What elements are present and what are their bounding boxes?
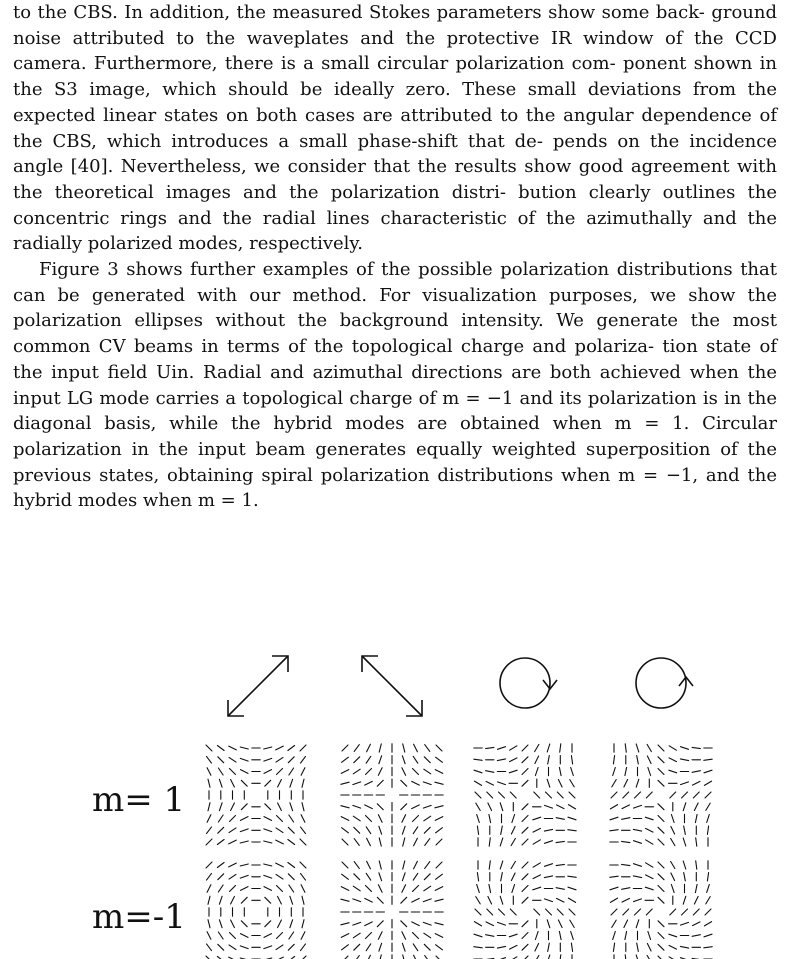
p2-line: the polarization ellipses without the background intensity. We generate the	[13, 284, 777, 332]
p2-line: when m = 1. Circular polarization in the input beam generates equally	[13, 413, 777, 460]
p2-line: tion state of the input field Uin. Radial and azimuthal directions are both	[13, 336, 777, 383]
polarization-map-m1-col4	[610, 744, 712, 846]
p2-line: Figure 3 shows further examples of the possible polarization distributions	[39, 259, 733, 281]
p1-line: show good agreement with the theoretical images and the polarization distri-	[13, 156, 777, 203]
p2-line: most common CV beams in terms of the topological charge and polariza-	[13, 310, 777, 358]
p1-line: deviations from the expected linear states on both cases are attributed to the	[13, 79, 777, 126]
p1-line: the CCD camera. Furthermore, there is a small circular polarization com-	[13, 27, 777, 75]
diagonal-arrow-icon	[228, 656, 288, 716]
p1-line: bution clearly outlines the concentric rings and the radial lines characteristic	[13, 181, 777, 229]
polarization-map-m-1-col2	[341, 861, 443, 959]
polarization-map-m1-col3	[474, 744, 576, 846]
p1-line: ground noise attributed to the waveplates and the protective IR window of	[13, 2, 777, 49]
p1-line: angular dependence of the CBS, which introduces a small phase-shift that de-	[13, 104, 778, 152]
circular-right-icon	[500, 658, 557, 708]
p2-line: its polarization is in the diagonal basis, while the hybrid modes are obtained	[13, 387, 777, 435]
row-label-m-1: m=-1	[92, 897, 186, 937]
polarization-map-m1-col1	[206, 745, 306, 845]
antidiagonal-arrow-icon	[362, 656, 422, 716]
polarization-map-m-1-col3	[474, 861, 576, 959]
p2-line: that can be generated with our method. For visualization purposes, we show	[13, 259, 777, 306]
paragraph-2	[13, 257, 777, 514]
row-label-m1: m= 1	[92, 780, 186, 820]
p2-line: distributions when m = −1, and the hybrid modes when m = 1.	[13, 464, 777, 512]
polarization-map-m-1-col1	[206, 862, 306, 959]
paragraph-1	[13, 0, 777, 257]
p1-line: ponent shown in the S3 image, which should be ideally zero. These small	[13, 53, 778, 101]
polarization-map-m-1-col4	[610, 861, 712, 959]
polarization-fields	[206, 744, 712, 959]
p2-line: weighted superposition of the previous states, obtaining spiral polarization	[13, 438, 777, 486]
circular-left-icon	[636, 658, 693, 708]
polarization-map-m1-col2	[341, 744, 443, 846]
polarization-figure	[0, 640, 790, 959]
p1-line: pends on the incidence angle [40]. Nevertheless, we consider that the results	[13, 130, 777, 178]
p1-line: of the azimuthally and the radially polarized modes, respectively.	[13, 207, 778, 255]
p2-line: achieved when the input LG mode carries a topological charge of m = −1 and	[13, 361, 777, 409]
p1-line: to the CBS. In addition, the measured Stokes parameters show some back-	[13, 2, 705, 23]
